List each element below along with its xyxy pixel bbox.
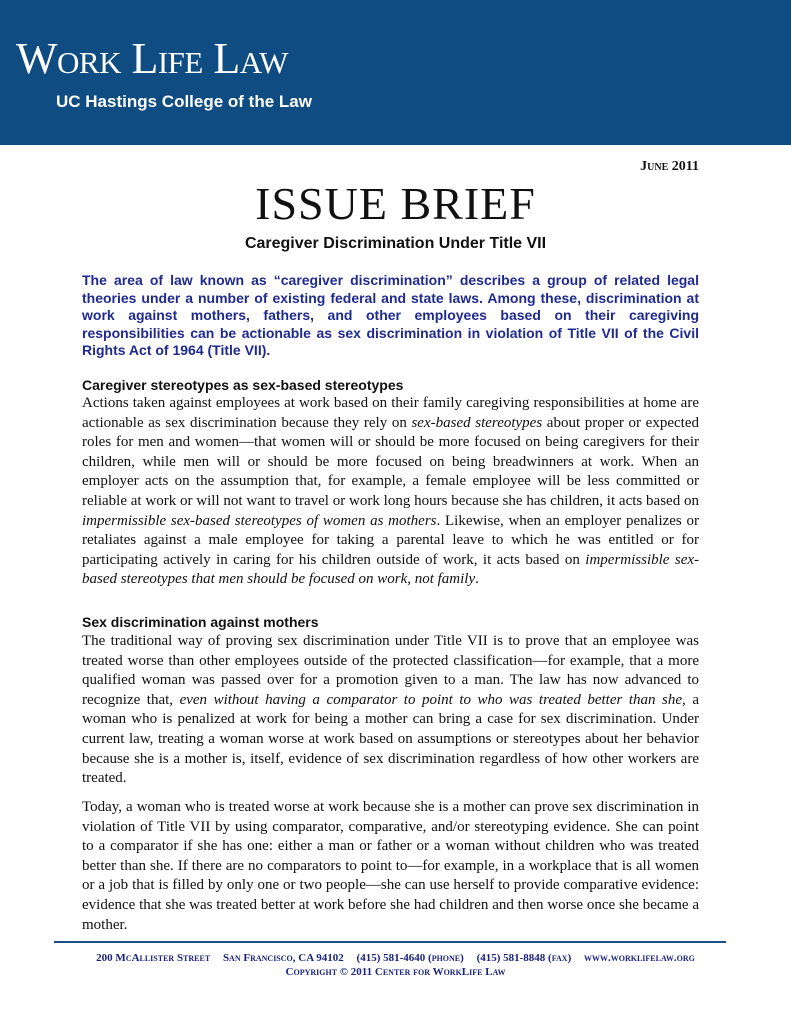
footer-copyright: Copyright © 2011 Center for WorkLife Law [285,966,506,978]
section-heading-discrimination-against-mothers: Sex discrimination against mothers [82,614,319,630]
footer-website-link[interactable]: www.worklifelaw.org [583,952,695,964]
document-title: ISSUE BRIEF [255,178,536,229]
footer-phone: (415) 581-4640 (phone) [356,952,464,964]
footer-fax: (415) 581-8848 (fax) [476,952,572,964]
header-banner [0,0,791,145]
footer-divider [54,941,726,943]
organization-logo: Work Life Law [16,34,288,83]
section1-paragraph: Actions taken against employees at work based on their family caregiving responsibilities at home are actionable as sex discrimination because they rely on sex-based stereotypes about proper or expected roles for men and women—that women will or should be more focused on being caregivers for their children, while men will or should be more focused on being breadwinners at work. When an employer acts on the assumption that, for example, a female employee will be less committed or reliable at work or will not want to travel or work long hours because she has children, it acts based on impermissible sex-based stereotypes of women as mothers. Likewise, when an employer penalizes or retaliates against a male employee for taking a parental leave to which he was entitled or for participating actively in caring for his children outside of work, it acts based on impermissible sex-based stereotypes that men should be focused on work, not family. [82,395,700,588]
publication-date: June 2011 [640,159,699,174]
document-subtitle: Caregiver Discrimination Under Title VII [244,235,547,252]
footer-city: San Francisco, CA 94102 [222,952,344,964]
section2-paragraph-2: Today, a woman who is treated worse at work because she is a mother can prove sex discrimination in violation of Title VII by using comparator, comparative, and/or stereotyping evidence. She can point to a comparator if she has one: either a man or father or a woman without children who was treated better than she. If there are no comparators to point to—for example, in a workplace that is all women or a job that is filled by only one or two people—she can use herself to provide comparative evidence: evidence that she was treated better at work before she had children and then worse once she became a mother. [82,799,699,933]
footer-address: 200 McAllister Street [96,952,211,964]
intro-paragraph: The area of law known as “caregiver discrimination” describes a group of related legal theories under a number of existing federal and state laws. Among these, discrimination at work against mothers, fathers, and other employees based on their caregiving responsibilities can be actionable as sex discrimination in violation of Title VII of the Civil Rights Act of 1964 (Title VII). [82,272,699,358]
footer-contact-line [0,952,791,964]
organization-affiliation: UC Hastings College of the Law [56,92,312,111]
section-heading-caregiver-stereotypes: Caregiver stereotypes as sex-based stereotypes [82,377,404,393]
section2-paragraph-1: The traditional way of proving sex discrimination under Title VII is to prove that an employee was treated worse than other employees outside of the protected classification—for example, that a more qualified woman was passed over for a promotion given to a man. The law has now advanced to recognize that, even without having a comparator to point to who was treated better than she, a woman who is penalized at work for being a mother can bring a case for sex discrimination. Under current law, treating a woman worse at work based on assumptions or stereotypes about her behavior because she is a mother is, itself, evidence of sex discrimination regardless of how other workers are treated. [82,633,699,787]
